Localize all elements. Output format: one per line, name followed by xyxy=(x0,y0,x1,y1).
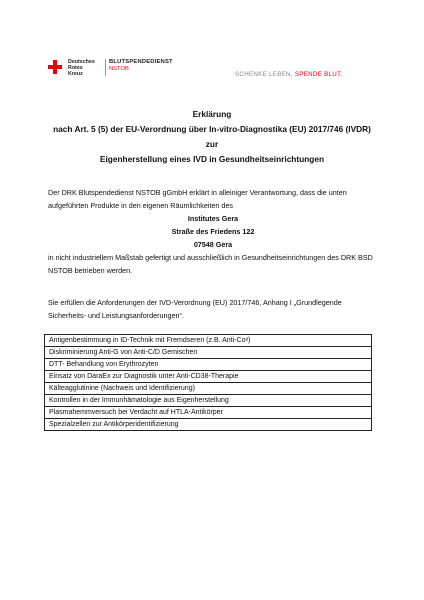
product-item: Einsatz von DaraEx zur Diagnostik unter Anti-CD38-Therapie xyxy=(45,371,372,383)
org-line-3: Kreuz xyxy=(68,71,83,77)
title-line-2: nach Art. 5 (5) der EU-Verordnung über In-vitro-Diagnostika (EU) 2017/746 (IVDR) xyxy=(53,124,371,134)
table-row xyxy=(45,407,372,419)
unit-line-2: NSTOB xyxy=(109,66,129,72)
institute-street: Straße des Friedens 122 xyxy=(171,227,255,236)
unit-line-1: BLUTSPENDEDIENST xyxy=(109,59,173,65)
product-list xyxy=(44,334,372,431)
table-row xyxy=(45,383,372,395)
slogan-part-1: SCHENKE LEBEN, xyxy=(235,71,293,78)
institute-name: Institutes Gera xyxy=(187,214,239,223)
logo-divider xyxy=(105,59,106,76)
table-row xyxy=(45,395,372,407)
red-cross-logo-icon xyxy=(48,60,62,74)
slogan-part-2: SPENDE BLUT. xyxy=(294,71,343,78)
requirements-paragraph: Sie erfüllen die Anforderungen der IVD-Verordnung (EU) 2017/746, Anhang I „Grundlegende Sicherheits- und Leistungsanforderungen“. xyxy=(48,298,342,320)
product-item: Spezialzellen zur Antikörperidentifizierung xyxy=(45,419,372,431)
product-item: Diskriminierung Anti-G von Anti-C/D Gemischen xyxy=(45,347,372,359)
product-item: Kontrollen in der Immunhämatologie aus Eigenherstellung xyxy=(45,395,372,407)
product-item: Plasmahemmversuch bei Verdacht auf HTLA-Antikörper xyxy=(45,407,372,419)
title-line-1: Erklärung xyxy=(192,109,232,119)
document-title xyxy=(0,107,424,167)
declaration-paragraph xyxy=(48,186,378,277)
table-row xyxy=(45,371,372,383)
table-row xyxy=(45,419,372,431)
org-name xyxy=(68,59,95,77)
table-row xyxy=(45,359,372,371)
outro-text: in nicht industriellem Maßstab gefertigt und ausschließlich in Gesundheitseinrichtungen des DRK BSD NSTOB betrieben werden. xyxy=(48,253,373,275)
letterhead xyxy=(44,56,384,84)
title-line-3: zur xyxy=(205,139,219,149)
product-item: Kälteagglutinine (Nachweis und Identifizierung) xyxy=(45,383,372,395)
institute-city: 07548 Gera xyxy=(193,240,233,249)
table-row xyxy=(45,335,372,347)
product-item: Antigenbestimmung in ID-Technik mit Fremdseren (z.B. Anti-Coᵃ) xyxy=(45,335,372,347)
intro-text: Der DRK Blutspendedienst NSTOB gGmbH erklärt in alleiniger Verantwortung, dass die unten aufgeführten Produkte in den eigenen Räumlichkeiten des xyxy=(48,188,347,210)
product-item: DTT- Behandlung von Erythrozyten xyxy=(45,359,372,371)
slogan xyxy=(235,71,343,78)
table-row xyxy=(45,347,372,359)
org-line-2: Rotes xyxy=(68,65,83,71)
org-line-1: Deutsches xyxy=(68,59,95,65)
unit-name xyxy=(109,59,173,73)
title-line-4: Eigenherstellung eines IVD in Gesundheitseinrichtungen xyxy=(99,154,325,164)
